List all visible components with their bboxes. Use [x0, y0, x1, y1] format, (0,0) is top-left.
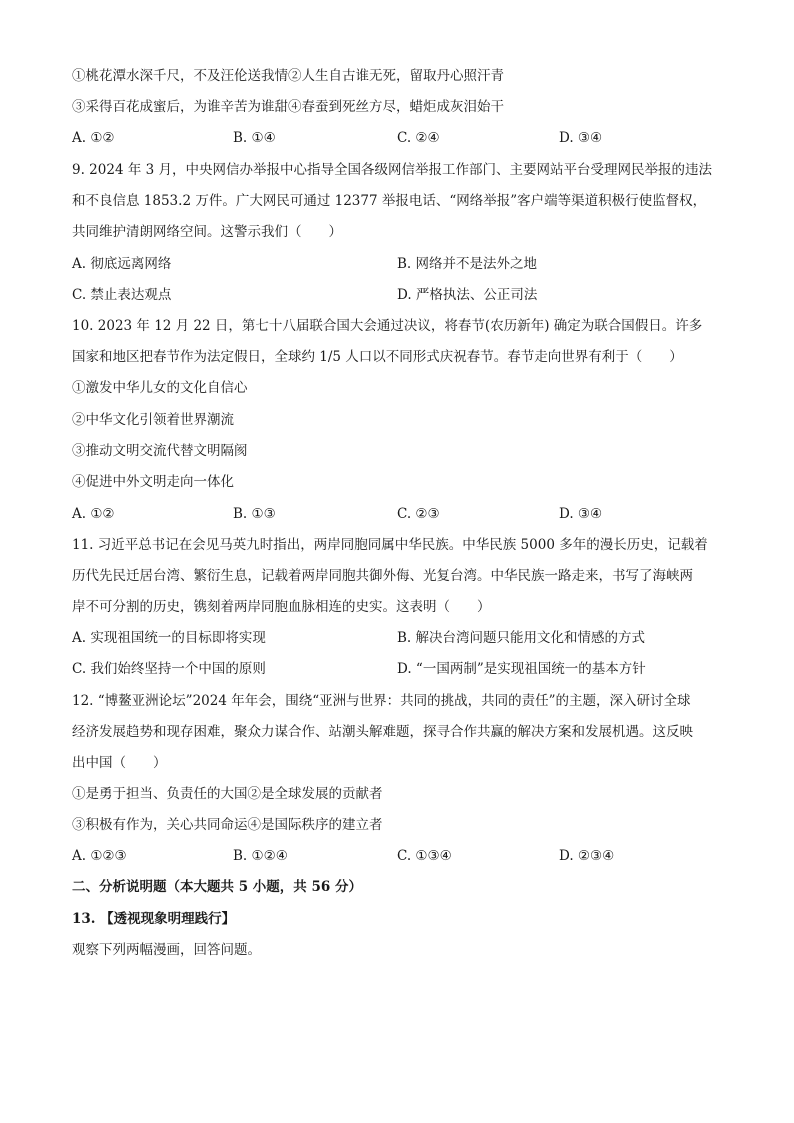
q12-option-d[interactable]: D. ②③④	[559, 848, 615, 864]
q8-item-line-1: ①桃花潭水深千尺，不及汪伦送我情②人生自古谁无死，留取丹心照汗青	[72, 68, 504, 84]
q10-stem-line-2: 国家和地区把春节作为法定假日，全球约 1/5 人口以不同形式庆祝春节。春节走向世界有利于（ ）	[72, 349, 683, 365]
q10-option-a[interactable]: A. ①②	[72, 506, 115, 522]
q11-stem-line-2: 历代先民迁居台湾、繁衍生息，记载着两岸同胞共御外侮、光复台湾。中华民族一路走来，书写了海峡两	[72, 568, 693, 584]
section-2-heading: 二、分析说明题（本大题共 5 小题，共 56 分）	[72, 879, 362, 895]
q12-item-line-1: ①是勇于担当、负责任的大国②是全球发展的贡献者	[72, 786, 383, 802]
q13-title: 13. 【透视现象明理践行】	[72, 911, 236, 927]
q11-stem-line-1: 11. 习近平总书记在会见马英九时指出，两岸同胞同属中华民族。中华民族 5000 多年的漫长历史，记载着	[72, 537, 708, 553]
q9-stem-line-1: 9. 2024 年 3 月，中央网信办举报中心指导全国各级网信举报工作部门、主要网站平台受理网民举报的违法	[72, 162, 712, 178]
q12-option-c[interactable]: C. ①③④	[397, 848, 452, 864]
q10-option-d[interactable]: D. ③④	[559, 506, 603, 522]
q11-option-d[interactable]: D. “一国两制”是实现祖国统一的基本方针	[397, 661, 646, 677]
q8-option-d[interactable]: D. ③④	[559, 130, 603, 146]
q10-stem-line-1: 10. 2023 年 12 月 22 日，第七十八届联合国大会通过决议，将春节(农历新年) 确定为联合国假日。许多	[72, 318, 703, 334]
q9-option-a[interactable]: A. 彻底远离网络	[72, 256, 172, 272]
q9-stem-line-3: 共同维护清朗网络空间。这警示我们（ ）	[72, 224, 342, 240]
q9-option-d[interactable]: D. 严格执法、公正司法	[397, 287, 538, 303]
q12-stem-line-3: 出中国（ ）	[72, 755, 167, 771]
q9-stem-line-2: 和不良信息 1853.2 万件。广大网民可通过 12377 举报电话、“网络举报”客户端等渠道积极行使监督权，	[72, 193, 707, 209]
q8-item-line-2: ③采得百花成蜜后，为谁辛苦为谁甜④春蚕到死丝方尽，蜡炬成灰泪始干	[72, 99, 504, 115]
q10-option-c[interactable]: C. ②③	[397, 506, 440, 522]
q8-option-c[interactable]: C. ②④	[397, 130, 440, 146]
q11-option-c[interactable]: C. 我们始终坚持一个中国的原则	[72, 661, 266, 677]
q10-option-b[interactable]: B. ①③	[233, 506, 276, 522]
q12-option-a[interactable]: A. ①②③	[72, 848, 127, 864]
q10-item-2: ②中华文化引领着世界潮流	[72, 412, 234, 428]
q12-item-line-2: ③积极有作为，关心共同命运④是国际秩序的建立者	[72, 817, 383, 833]
q8-option-a[interactable]: A. ①②	[72, 130, 115, 146]
q12-stem-line-1: 12. “博鳌亚洲论坛”2024 年年会，围绕“亚洲与世界：共同的挑战，共同的责任”的主题，深入研讨全球	[72, 693, 691, 709]
q10-item-4: ④促进中外文明走向一体化	[72, 474, 234, 490]
q8-option-b[interactable]: B. ①④	[233, 130, 276, 146]
q10-item-1: ①激发中华儿女的文化自信心	[72, 380, 248, 396]
q11-option-a[interactable]: A. 实现祖国统一的目标即将实现	[72, 630, 266, 646]
q11-option-b[interactable]: B. 解决台湾问题只能用文化和情感的方式	[397, 630, 646, 646]
q11-stem-line-3: 岸不可分割的历史，镌刻着两岸同胞血脉相连的史实。这表明（ ）	[72, 599, 491, 615]
q9-option-b[interactable]: B. 网络并不是法外之地	[397, 256, 538, 272]
q12-option-b[interactable]: B. ①②④	[233, 848, 288, 864]
q10-item-3: ③推动文明交流代替文明隔阂	[72, 443, 248, 459]
q13-instruction: 观察下列两幅漫画，回答问题。	[72, 942, 261, 958]
q12-stem-line-2: 经济发展趋势和现存困难，聚众力谋合作、站潮头解难题，探寻合作共赢的解决方案和发展机遇。这反映	[72, 724, 693, 740]
q9-option-c[interactable]: C. 禁止表达观点	[72, 287, 172, 303]
